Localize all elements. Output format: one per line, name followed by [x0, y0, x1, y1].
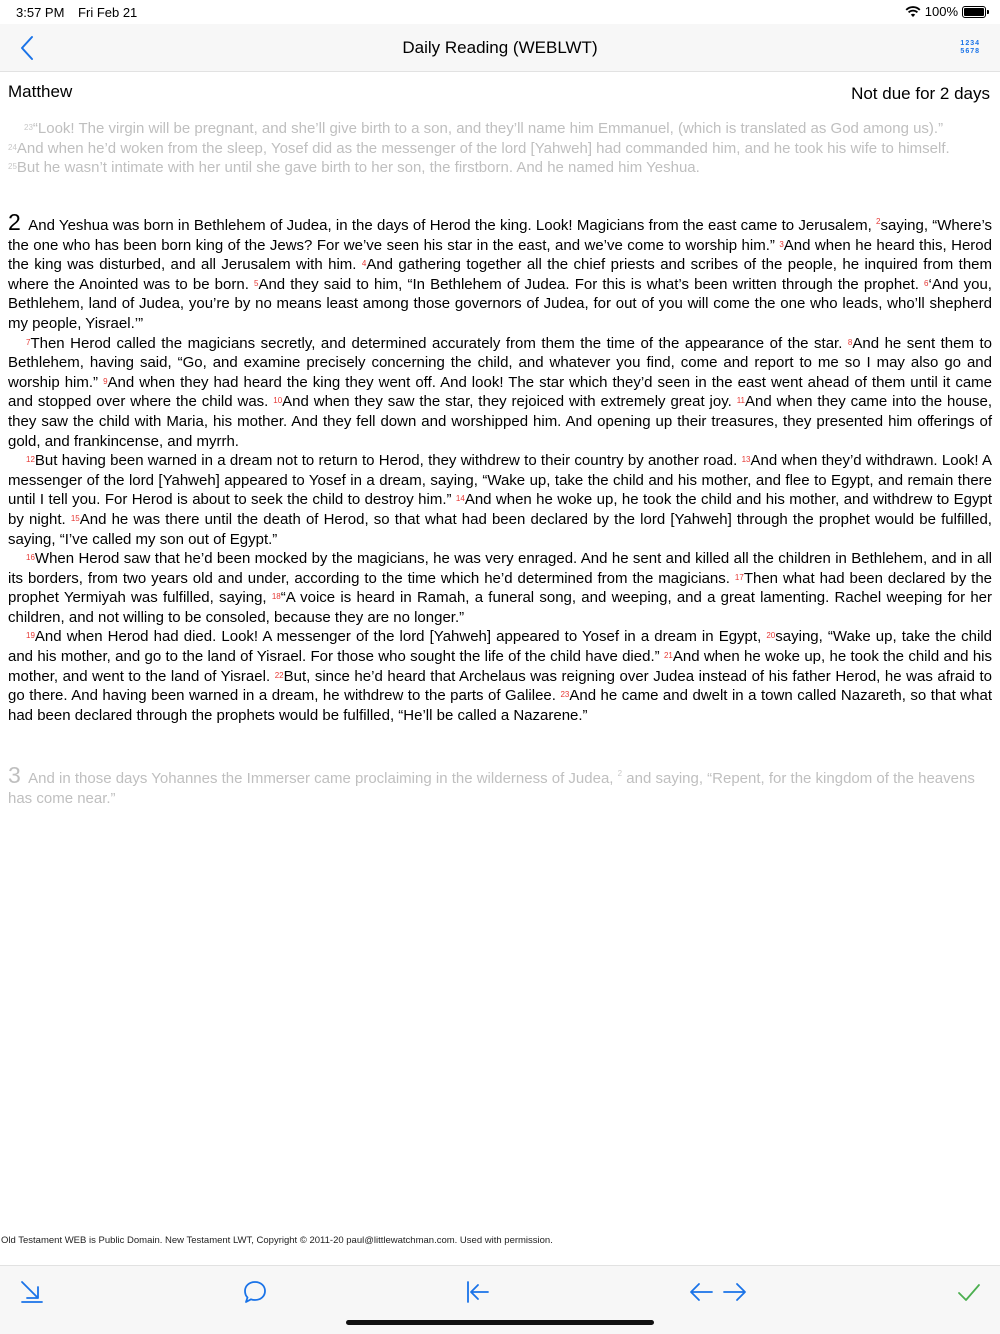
chapter-number: 2 [8, 209, 21, 235]
verse-text: saying, “Wake up, take the child and his mother, and go to the land of Yisrael. For those who sought the life of the child have died.” [8, 628, 993, 666]
number-grid-button[interactable] [960, 40, 980, 56]
verse-text: And when they’d withdrawn. Look! A messenger of the lord [Yahweh] appeared to Yosef in a dream, saying, “Wake up, take the child and his mother, and flee to Egypt, and remain there until I tell you. For Herod is about to seek the child to destroy him.” [8, 452, 993, 509]
verse-number: 23 [24, 123, 33, 132]
verse-text: But he wasn’t intimate with her until she gave birth to her son, the firstborn. And he named him Yeshua. [16, 159, 700, 176]
verse-text: When Herod saw that he’d been mocked by the magicians, he was very enraged. And he sent and killed all the children in Bethlehem, and in all its borders, from two years old and under, according to the time which he’d determined from the magicians. [8, 550, 992, 587]
verse-number: 23 [560, 690, 570, 700]
previous-arrow-icon[interactable] [687, 1278, 715, 1306]
battery-percent: 100% [924, 4, 958, 19]
verse-text: saying, “Where’s the one who has been born king of the Jews? For we’ve seen his star in the east, and we’ve come to worship him.” [8, 217, 993, 254]
verse-text: And when he woke up, he took the child and his mother, and went to the land of Yisrael. [8, 648, 992, 685]
next-arrow-icon[interactable] [721, 1278, 749, 1306]
verse-text: But having been warned in a dream not to return to Herod, they withdrew to their country by another road. [34, 452, 738, 470]
verse-line [8, 158, 992, 178]
page-title: Daily Reading (WEBLWT) [402, 38, 598, 57]
verse-number: 5 [254, 278, 259, 288]
next-chapter-preview [8, 762, 992, 809]
verse-text: And when Herod had died. Look! A messenger of the lord [Yahweh] appeared to Yosef in a dream in Egypt, [34, 628, 762, 646]
verse-number: 21 [663, 651, 673, 661]
verse-text: Then Herod called the magicians secretly, and determined accurately from them the time of the appearance of the star. [30, 334, 843, 352]
verse-number: 16 [26, 553, 35, 563]
paragraph [8, 549, 992, 627]
status-time-date [16, 5, 147, 20]
verse-number: 7 [26, 337, 31, 347]
verse-text: And he was there until the death of Herod, so that what had been declared by the lord [Yahweh] through the prophet would be fulfilled, saying, “I’ve called my son out of Egypt.” [8, 510, 992, 548]
verse-text: And when he heard this, Herod the king was disturbed, and all Jerusalem with him. [8, 236, 992, 274]
verse-text: “A voice is heard in Ramah, a funeral song, and weeping, and a great lamenting. Rachel weeping for her children, and not willing to be consoled, because they are no longer.” [8, 589, 992, 626]
checkmark-icon[interactable] [955, 1278, 983, 1306]
paragraph [8, 334, 992, 452]
verse-number: 8 [847, 337, 853, 347]
verse-line [8, 139, 992, 159]
verse-number: 19 [26, 631, 35, 641]
status-date: Fri Feb 21 [78, 5, 138, 20]
paragraph [8, 627, 992, 725]
verse-text: And when they came into the house, they saw the child with Maria, his mother. And they fell down and worshipped him. And opening up their treasures, they presented him offerings of gold, and frankincense, and myrrh. [8, 393, 993, 450]
verse-text: And he came and dwelt in a town called Nazareth, so that what had been declared through the prophets would be fulfilled, “He’ll be called a Nazarene.” [8, 687, 992, 724]
comment-icon[interactable] [241, 1278, 269, 1306]
verse-line [8, 119, 992, 139]
chapter-text [8, 209, 993, 725]
verse-text: and saying, “Repent, for the kingdom of the heavens has come near.” [8, 770, 975, 807]
jump-down-icon[interactable] [18, 1278, 46, 1306]
verse-text: And in those days Yohannes the Immerser came proclaiming in the wilderness of Judea, [28, 770, 614, 787]
status-bar [0, 0, 1000, 24]
verse-number: 20 [766, 631, 776, 641]
verse-number: 22 [274, 670, 284, 680]
verse-text: And when he’d woken from the sleep, Yosef did as the messenger of the lord [Yahweh] had commanded him, and he took his wife to himself. [16, 139, 950, 157]
verse-number: 2 [617, 769, 623, 778]
verse-number: 18 [271, 592, 281, 602]
verse-number: 11 [736, 396, 745, 406]
verse-number: 2 [876, 217, 881, 226]
go-to-start-icon[interactable] [464, 1278, 492, 1306]
verse-number: 10 [273, 396, 283, 406]
verse-text: And when they saw the star, they rejoiced with extremely great joy. [282, 393, 732, 411]
verse-number: 25 [8, 162, 17, 171]
paragraph [8, 451, 992, 549]
verse-number: 6 [924, 278, 929, 288]
book-name: Matthew [8, 82, 73, 101]
navigation-bar [0, 24, 1000, 72]
verse-text: ‘And you, Bethlehem, land of Judea, you’re by no means least among those governors of Judea, for out of you will come the one who leads, who’ll shepherd my people, Yisrael.’” [8, 275, 992, 332]
verse-text: And when he woke up, he took the child and his mother, and withdrew to Egypt by night. [8, 491, 992, 528]
verse-number: 4 [361, 259, 367, 269]
due-status: Not due for 2 days [851, 84, 990, 103]
verse-number: 12 [26, 455, 35, 465]
status-time: 3:57 PM [16, 5, 65, 20]
verse-number: 24 [8, 142, 17, 152]
verse-number: 14 [455, 494, 465, 504]
paragraph [8, 209, 993, 334]
verse-text: And when they had heard the king they went off. And look! The star which they’d seen in the east went ahead of them until it came and stopped over where the child was. [8, 373, 992, 411]
number-grid-top: 1234 [960, 40, 980, 47]
verse-number: 13 [741, 455, 751, 465]
verse-text: And he sent them to Bethlehem, having said, “Go, and examine precisely concerning the child, and whatever you find, come and report to me so I may also go and worship him.” [8, 334, 993, 391]
verse-text: And Yeshua was born in Bethlehem of Judea, in the days of Herod the king. Look! Magicians from the east came to Jerusalem, [28, 217, 872, 234]
verse-text: “Look! The virgin will be pregnant, and she’ll give birth to a son, and they’ll name him Emmanuel, (which is translated as God among us).” [32, 120, 944, 137]
verse-number: 15 [70, 513, 80, 523]
number-grid-bottom: 5678 [960, 48, 980, 55]
chapter-number: 3 [8, 762, 21, 788]
verse-number: 17 [734, 572, 744, 582]
verse-text: And gathering together all the chief priests and scribes of the people, he inquired from them where the Anointed was to be born. [8, 256, 993, 293]
copyright-notice: Old Testament WEB is Public Domain. New Testament LWT, Copyright © 2011-20 paul@littlewatchman.com. Used with permission. [1, 1235, 553, 1246]
wifi-icon [905, 6, 921, 18]
battery-icon [962, 6, 986, 18]
previous-chapter-verses [8, 119, 992, 178]
verse-number: 3 [779, 239, 784, 249]
verse-text: And they said to him, “In Bethlehem of Judea. For this is what’s been written through the prophet. [258, 275, 919, 293]
verse-text: Then what had been declared by the prophet Yermiyah was fulfilled, saying, [8, 569, 993, 607]
verse-number: 9 [103, 376, 108, 386]
verse-text: But, since he’d heard that Archelaus was reigning over Judea instead of his father Herod, he was afraid to go there. And having been warned in a dream, he withdrew to the parts of Galilee. [8, 667, 992, 705]
status-indicators [905, 4, 986, 19]
home-indicator[interactable] [346, 1320, 654, 1325]
